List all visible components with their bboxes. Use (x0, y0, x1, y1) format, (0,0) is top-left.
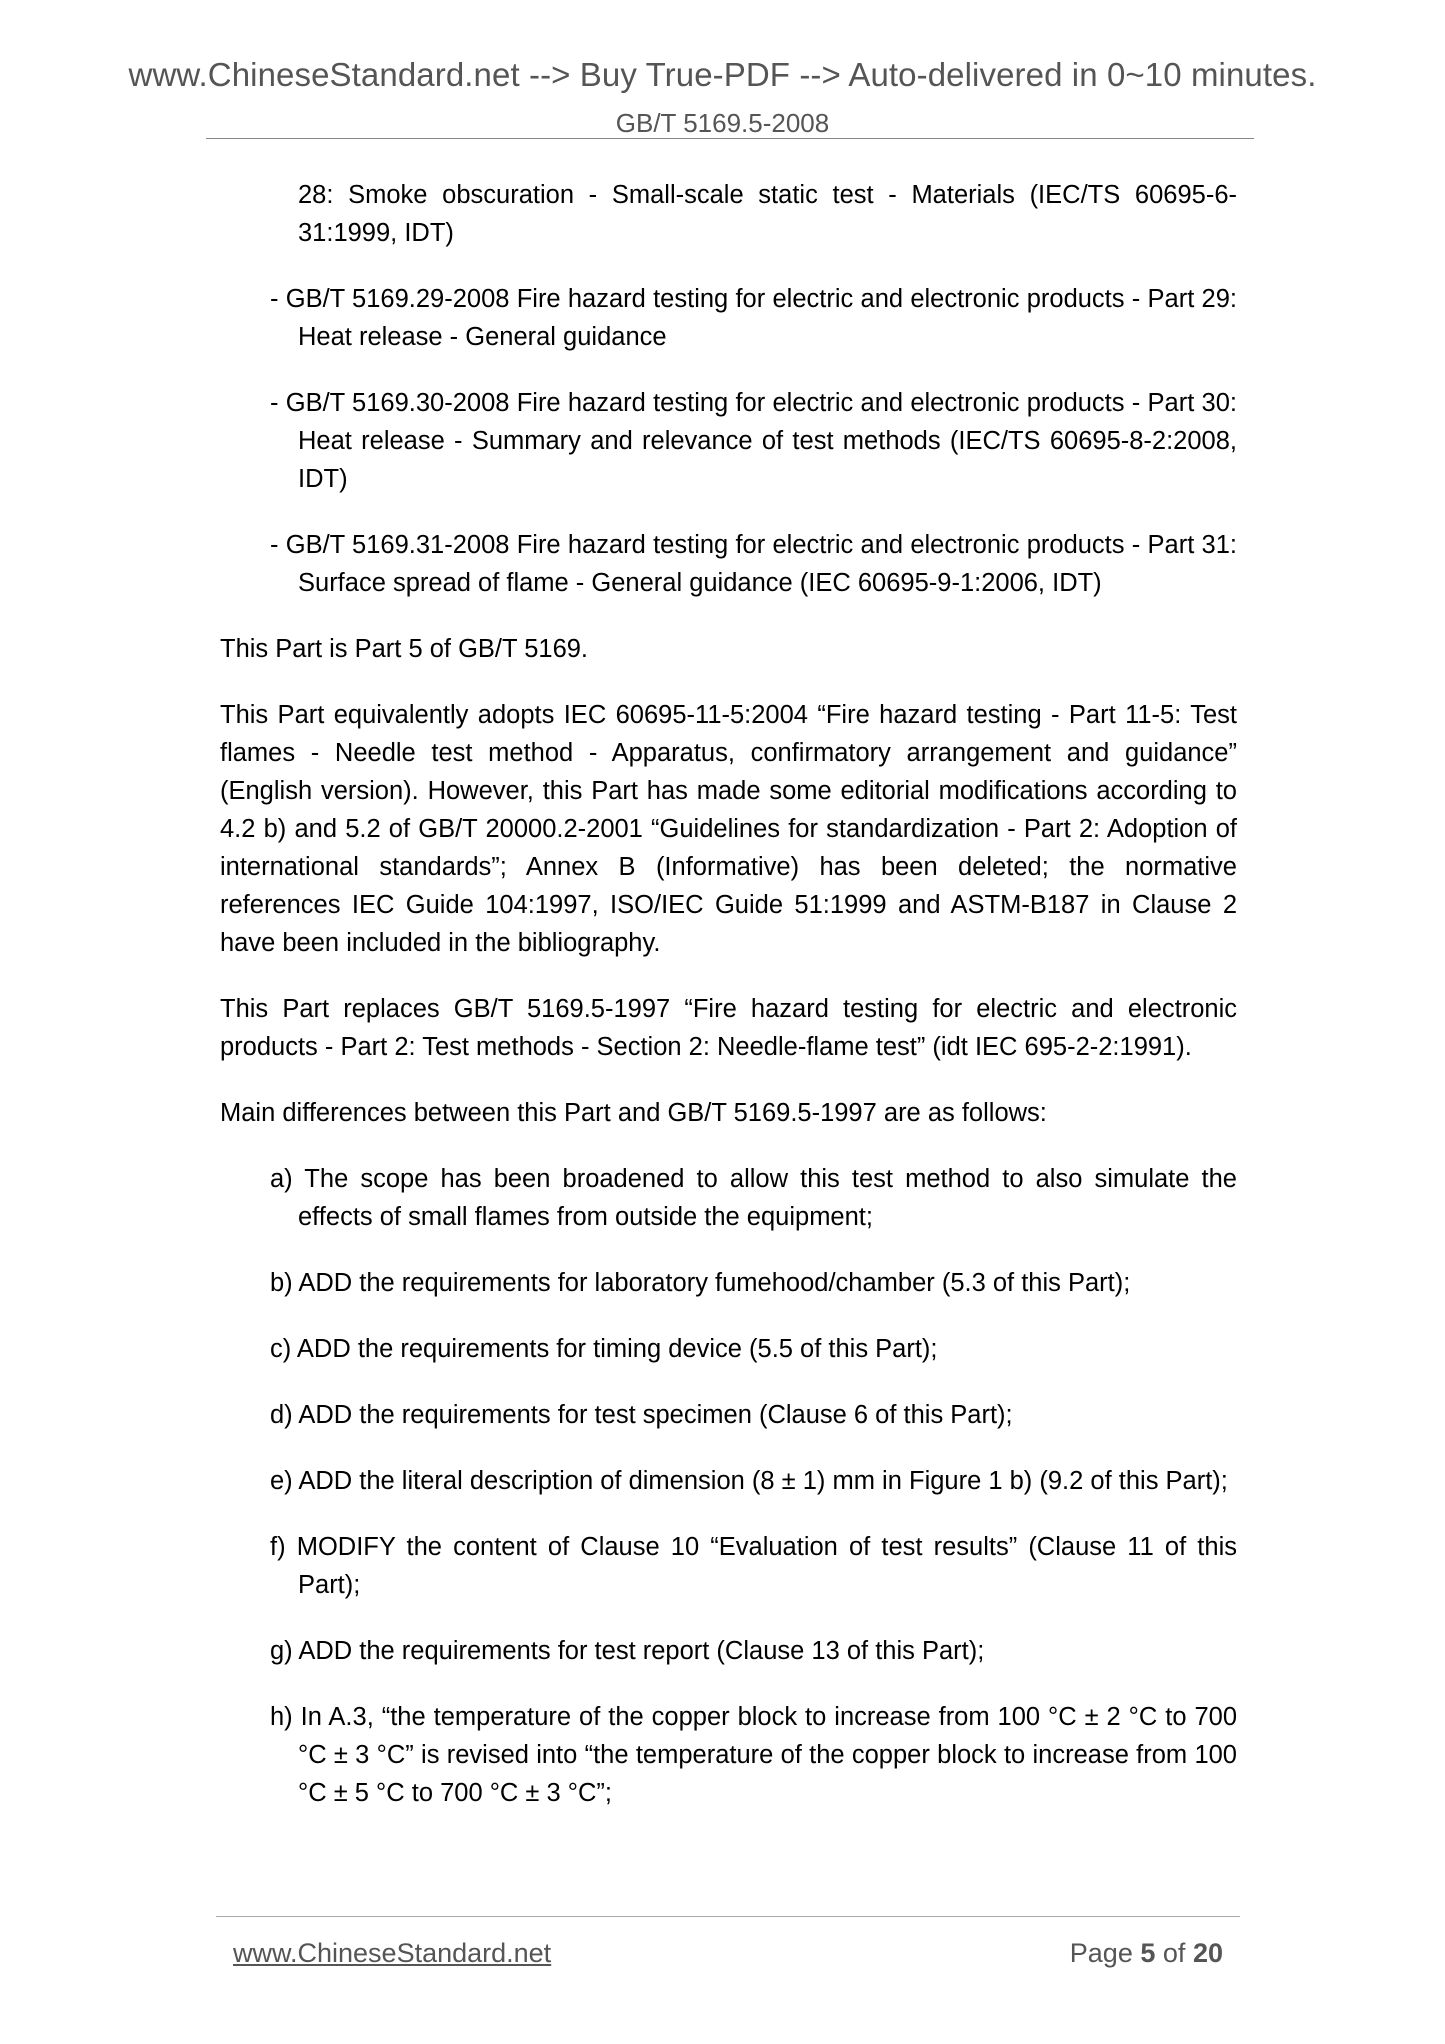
difference-item-a: a) The scope has been broadened to allow this test method to also simulate the effects of small flames from outside the equipment; (270, 1165, 1237, 1231)
footer-divider (216, 1916, 1240, 1917)
list-item-continuation: 28: Smoke obscuration - Small-scale static test - Materials (IEC/TS 60695-6-31:1999, IDT) (298, 181, 1237, 247)
page-prefix: Page (1069, 1938, 1133, 1968)
difference-item-d: d) ADD the requirements for test specimen (Clause 6 of this Part); (270, 1401, 1013, 1429)
footer-site-link[interactable]: www.ChineseStandard.net (233, 1938, 552, 1968)
page-total: 20 (1192, 1938, 1223, 1968)
difference-item-g: g) ADD the requirements for test report (Clause 13 of this Part); (270, 1637, 985, 1665)
page-number (1070, 1938, 1223, 1969)
difference-item-e: e) ADD the literal description of dimension (8 ± 1) mm in Figure 1 b) (9.2 of this Part); (270, 1467, 1228, 1495)
header-banner[interactable]: www.ChineseStandard.net --> Buy True-PDF --> Auto-delivered in 0~10 minutes. (128, 56, 1317, 93)
paragraph-part-statement: This Part is Part 5 of GB/T 5169. (220, 635, 589, 663)
paragraph-adoption: This Part equivalently adopts IEC 60695-11-5:2004 “Fire hazard testing - Part 11-5: Test flames - Needle test method - Apparatus, confirmatory arrangement and guidance” (English version). However, this Part has made some editorial modifications according to 4.2 b) and 5.2 of GB/T 20000.2-2001 “Guidelines for standardization - Part 2: Adoption of international standards”; Annex B (Informative) has been deleted; the normative references IEC Guide 104:1997, ISO/IEC Guide 51:1999 and ASTM-B187 in Clause 2 have been included in the bibliography. (220, 701, 1237, 957)
page-body (220, 176, 1237, 1840)
page-current: 5 (1140, 1938, 1156, 1968)
paragraph-differences-intro: Main differences between this Part and GB/T 5169.5-1997 are as follows: (220, 1099, 1047, 1127)
difference-item-b: b) ADD the requirements for laboratory fumehood/chamber (5.3 of this Part); (270, 1269, 1131, 1297)
page-of: of (1162, 1938, 1186, 1968)
list-item-part-30: - GB/T 5169.30-2008 Fire hazard testing for electric and electronic products - Part 30: Heat release - Summary and relevance of test methods (IEC/TS 60695-8-2:2008, IDT) (270, 389, 1237, 493)
header-divider (206, 138, 1254, 139)
list-item-part-29: - GB/T 5169.29-2008 Fire hazard testing for electric and electronic products - Part 29: Heat release - General guidance (270, 285, 1237, 351)
standard-code: GB/T 5169.5-2008 (615, 108, 830, 138)
paragraph-replacement: This Part replaces GB/T 5169.5-1997 “Fire hazard testing for electric and electronic products - Part 2: Test methods - Section 2: Needle-flame test” (idt IEC 695-2-2:1991). (220, 995, 1237, 1061)
difference-item-c: c) ADD the requirements for timing device (5.5 of this Part); (270, 1335, 938, 1363)
list-item-part-31: - GB/T 5169.31-2008 Fire hazard testing for electric and electronic products - Part 31: Surface spread of flame - General guidance (IEC 60695-9-1:2006, IDT) (270, 531, 1237, 597)
difference-item-f: f) MODIFY the content of Clause 10 “Evaluation of test results” (Clause 11 of this Part); (270, 1533, 1237, 1599)
difference-item-h: h) In A.3, “the temperature of the copper block to increase from 100 °C ± 2 °C to 700 °C ± 3 °C” is revised into “the temperature of the copper block to increase from 100 °C ± 5 °C to 700 °C ± 3 °C”; (270, 1703, 1237, 1807)
